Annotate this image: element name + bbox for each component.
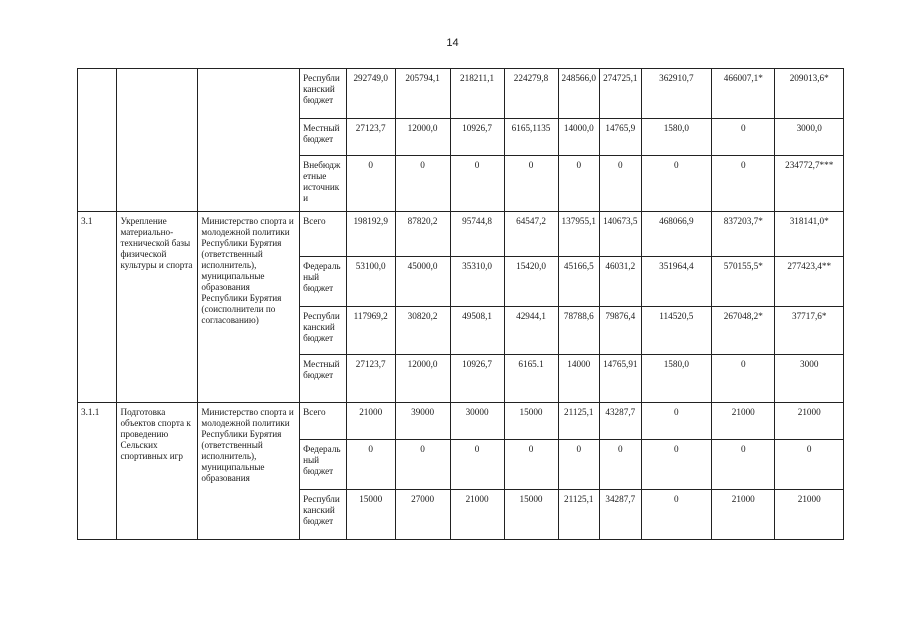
amount-cell: 466007,1* [712, 69, 775, 119]
funding-source: Внебюджетные источники [300, 156, 347, 212]
funding-source: Республиканский бюджет [300, 69, 347, 119]
amount-cell: 0 [641, 490, 712, 540]
amount-cell: 79876,4 [600, 307, 642, 355]
amount-cell: 114520,5 [641, 307, 712, 355]
amount-cell: 15420,0 [504, 257, 558, 307]
amount-cell: 12000,0 [395, 119, 450, 156]
responsible-executor: Министерство спорта и молодежной политики Республики Бурятия (ответственный исполнитель), муниципальные образования Республики Бурятия (соисполнители по согласованию) [198, 212, 300, 403]
amount-cell: 292749,0 [346, 69, 395, 119]
amount-cell: 198192,9 [346, 212, 395, 257]
amount-cell: 0 [346, 440, 395, 490]
amount-cell: 0 [775, 440, 844, 490]
amount-cell: 10926,7 [450, 355, 504, 403]
amount-cell: 39000 [395, 403, 450, 440]
amount-cell: 362910,7 [641, 69, 712, 119]
amount-cell: 234772,7*** [775, 156, 844, 212]
funding-source: Федеральный бюджет [300, 257, 347, 307]
amount-cell: 0 [395, 156, 450, 212]
amount-cell: 21000 [775, 490, 844, 540]
amount-cell: 14000 [558, 355, 600, 403]
amount-cell: 318141,0* [775, 212, 844, 257]
amount-cell: 43287,7 [600, 403, 642, 440]
page-number: 14 [446, 37, 459, 49]
amount-cell: 3000,0 [775, 119, 844, 156]
budget-table [77, 68, 844, 540]
amount-cell: 267048,2* [712, 307, 775, 355]
amount-cell: 274725,1 [600, 69, 642, 119]
amount-cell: 45000,0 [395, 257, 450, 307]
amount-cell: 15000 [504, 490, 558, 540]
amount-cell: 49508,1 [450, 307, 504, 355]
amount-cell: 0 [558, 156, 600, 212]
amount-cell: 0 [641, 403, 712, 440]
amount-cell: 15000 [504, 403, 558, 440]
table-row [78, 69, 844, 119]
funding-source: Местный бюджет [300, 355, 347, 403]
amount-cell: 27123,7 [346, 119, 395, 156]
amount-cell: 27123,7 [346, 355, 395, 403]
amount-cell: 14000,0 [558, 119, 600, 156]
amount-cell: 30820,2 [395, 307, 450, 355]
amount-cell: 1580,0 [641, 119, 712, 156]
amount-cell: 0 [504, 440, 558, 490]
amount-cell: 15000 [346, 490, 395, 540]
amount-cell: 21000 [712, 490, 775, 540]
amount-cell: 14765,91 [600, 355, 642, 403]
amount-cell: 0 [504, 156, 558, 212]
amount-cell: 277423,4** [775, 257, 844, 307]
measure-name: Подготовка объектов спорта к проведению Сельских спортивных игр [117, 403, 198, 540]
amount-cell: 27000 [395, 490, 450, 540]
amount-cell: 12000,0 [395, 355, 450, 403]
amount-cell: 218211,1 [450, 69, 504, 119]
amount-cell: 137955,1 [558, 212, 600, 257]
amount-cell: 140673,5 [600, 212, 642, 257]
funding-source: Всего [300, 403, 347, 440]
amount-cell: 0 [712, 156, 775, 212]
funding-source: Местный бюджет [300, 119, 347, 156]
amount-cell: 53100,0 [346, 257, 395, 307]
amount-cell: 46031,2 [600, 257, 642, 307]
amount-cell: 117969,2 [346, 307, 395, 355]
responsible-executor [198, 69, 300, 212]
amount-cell: 42944,1 [504, 307, 558, 355]
amount-cell: 10926,7 [450, 119, 504, 156]
amount-cell: 0 [558, 440, 600, 490]
amount-cell: 6165,1135 [504, 119, 558, 156]
amount-cell: 837203,7* [712, 212, 775, 257]
amount-cell: 209013,6* [775, 69, 844, 119]
amount-cell: 64547,2 [504, 212, 558, 257]
amount-cell: 30000 [450, 403, 504, 440]
amount-cell: 0 [712, 119, 775, 156]
amount-cell: 34287,7 [600, 490, 642, 540]
amount-cell: 87820,2 [395, 212, 450, 257]
funding-source: Всего [300, 212, 347, 257]
amount-cell: 21000 [775, 403, 844, 440]
row-code: 3.1.1 [78, 403, 117, 540]
budget-table-body [78, 69, 844, 540]
amount-cell: 95744,8 [450, 212, 504, 257]
amount-cell: 21000 [450, 490, 504, 540]
amount-cell: 45166,5 [558, 257, 600, 307]
amount-cell: 0 [600, 156, 642, 212]
funding-source: Республиканский бюджет [300, 490, 347, 540]
amount-cell: 3000 [775, 355, 844, 403]
amount-cell: 35310,0 [450, 257, 504, 307]
amount-cell: 14765,9 [600, 119, 642, 156]
measure-name: Укрепление материально-технической базы физической культуры и спорта [117, 212, 198, 403]
amount-cell: 351964,4 [641, 257, 712, 307]
amount-cell: 21125,1 [558, 490, 600, 540]
amount-cell: 21125,1 [558, 403, 600, 440]
funding-source: Республиканский бюджет [300, 307, 347, 355]
amount-cell: 0 [712, 355, 775, 403]
funding-source: Федеральный бюджет [300, 440, 347, 490]
amount-cell: 6165.1 [504, 355, 558, 403]
amount-cell: 21000 [712, 403, 775, 440]
amount-cell: 78788,6 [558, 307, 600, 355]
amount-cell: 0 [712, 440, 775, 490]
amount-cell: 0 [450, 156, 504, 212]
table-row [78, 212, 844, 257]
amount-cell: 37717,6* [775, 307, 844, 355]
amount-cell: 21000 [346, 403, 395, 440]
amount-cell: 0 [641, 156, 712, 212]
amount-cell: 248566,0 [558, 69, 600, 119]
amount-cell: 0 [395, 440, 450, 490]
amount-cell: 570155,5* [712, 257, 775, 307]
row-code: 3.1 [78, 212, 117, 403]
measure-name [117, 69, 198, 212]
responsible-executor: Министерство спорта и молодежной политики Республики Бурятия (ответственный исполнитель), муниципальные образования [198, 403, 300, 540]
amount-cell: 0 [600, 440, 642, 490]
amount-cell: 0 [346, 156, 395, 212]
row-code [78, 69, 117, 212]
table-row [78, 403, 844, 440]
amount-cell: 205794,1 [395, 69, 450, 119]
amount-cell: 224279,8 [504, 69, 558, 119]
amount-cell: 0 [450, 440, 504, 490]
amount-cell: 1580,0 [641, 355, 712, 403]
amount-cell: 0 [641, 440, 712, 490]
amount-cell: 468066,9 [641, 212, 712, 257]
